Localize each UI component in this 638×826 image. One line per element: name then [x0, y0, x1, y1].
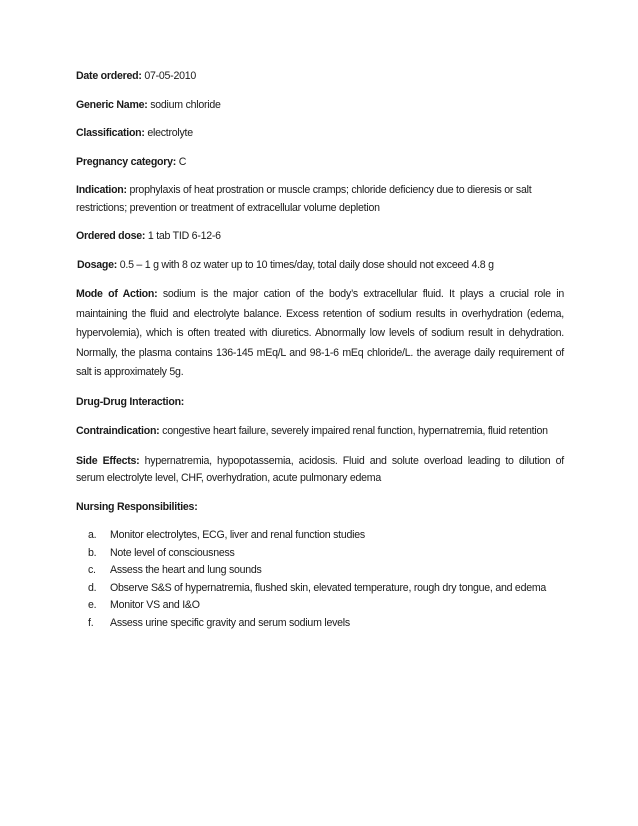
list-item	[88, 545, 564, 563]
list-item	[88, 580, 564, 598]
list-marker: f.	[88, 616, 94, 629]
list-item	[88, 615, 564, 633]
dosage-value: 0.5 – 1 g with 8 oz water up to 10 times/day, total daily dose should not exceed 4.8 g	[117, 258, 494, 271]
side-effects-field	[76, 453, 564, 488]
list-item-text: Assess the heart and lung sounds	[110, 564, 262, 576]
date-ordered-label: Date ordered:	[76, 70, 142, 82]
list-item	[88, 527, 564, 545]
indication-value: prophylaxis of heat prostration or muscle cramps; chloride deficiency due to dieresis or salt restrictions; prevention or treatment of extracellular volume depletion	[76, 184, 532, 214]
ordered-dose-label: Ordered dose:	[76, 230, 146, 242]
list-marker: a.	[88, 529, 97, 541]
contraindication-field	[76, 422, 564, 442]
contraindication-label: Contraindication:	[76, 425, 160, 437]
generic-name-field	[76, 97, 564, 115]
list-item	[88, 562, 564, 580]
list-item	[88, 597, 564, 615]
list-item-text: Monitor electrolytes, ECG, liver and renal function studies	[110, 529, 365, 541]
side-effects-value: hypernatremia, hypopotassemia, acidosis. Fluid and solute overload leading to dilution of serum electrolyte level, CHF, overhydration, acute pulmonary edema	[76, 454, 565, 484]
classification-value: electrolyte	[144, 127, 193, 139]
list-marker: d.	[88, 581, 97, 594]
classification-field	[76, 125, 564, 143]
generic-name-label: Generic Name:	[76, 98, 148, 111]
drug-study-document	[76, 68, 564, 632]
list-marker: b.	[88, 546, 97, 559]
list-item-text: Note level of consciousness	[110, 546, 235, 559]
side-effects-label: Side Effects:	[76, 454, 140, 467]
nursing-responsibilities-list	[76, 527, 564, 632]
mode-of-action-value: sodium is the major cation of the body’s extracellular fluid. It plays a crucial role in maintaining the fluid and electrolyte balance. Excess retention of sodium results in overhydration (edema, hypervolemia), which is often treated with diuretics. Abnormally low levels of sodium result in dehydration. Normally, the plasma contains 136-145 mEq/L and 98-1-6 mEq chloride/L. the average daily requirement of salt is approximately 5g.	[76, 288, 564, 378]
list-item-text: Assess urine specific gravity and serum sodium levels	[110, 616, 350, 629]
pregnancy-category-label: Pregnancy category:	[76, 155, 177, 168]
nursing-responsibilities-heading: Nursing Responsibilities:	[76, 500, 198, 513]
pregnancy-category-field	[76, 154, 564, 172]
dosage-field	[76, 257, 564, 275]
classification-label: Classification:	[76, 127, 145, 139]
mode-of-action-field	[76, 285, 564, 383]
list-item-text: Observe S&S of hypernatremia, flushed skin, elevated temperature, rough dry tongue, and edema	[110, 581, 547, 594]
indication-field	[76, 182, 564, 217]
generic-name-value: sodium chloride	[147, 98, 221, 111]
pregnancy-category-value: C	[176, 155, 187, 168]
ordered-dose-value: 1 tab TID 6-12-6	[145, 230, 221, 242]
date-ordered-field	[76, 68, 564, 86]
drug-interaction-heading: Drug-Drug Interaction:	[76, 395, 185, 408]
list-marker: e.	[88, 599, 97, 611]
indication-label: Indication:	[76, 184, 127, 196]
contraindication-value: congestive heart failure, severely impaired renal function, hypernatremia, fluid retention	[159, 425, 548, 437]
mode-of-action-label: Mode of Action:	[76, 288, 158, 300]
list-item-text: Monitor VS and I&O	[110, 599, 200, 611]
date-ordered-value: 07-05-2010	[141, 70, 197, 82]
ordered-dose-field	[76, 228, 564, 246]
list-marker: c.	[88, 564, 96, 576]
dosage-label: Dosage:	[77, 258, 118, 271]
